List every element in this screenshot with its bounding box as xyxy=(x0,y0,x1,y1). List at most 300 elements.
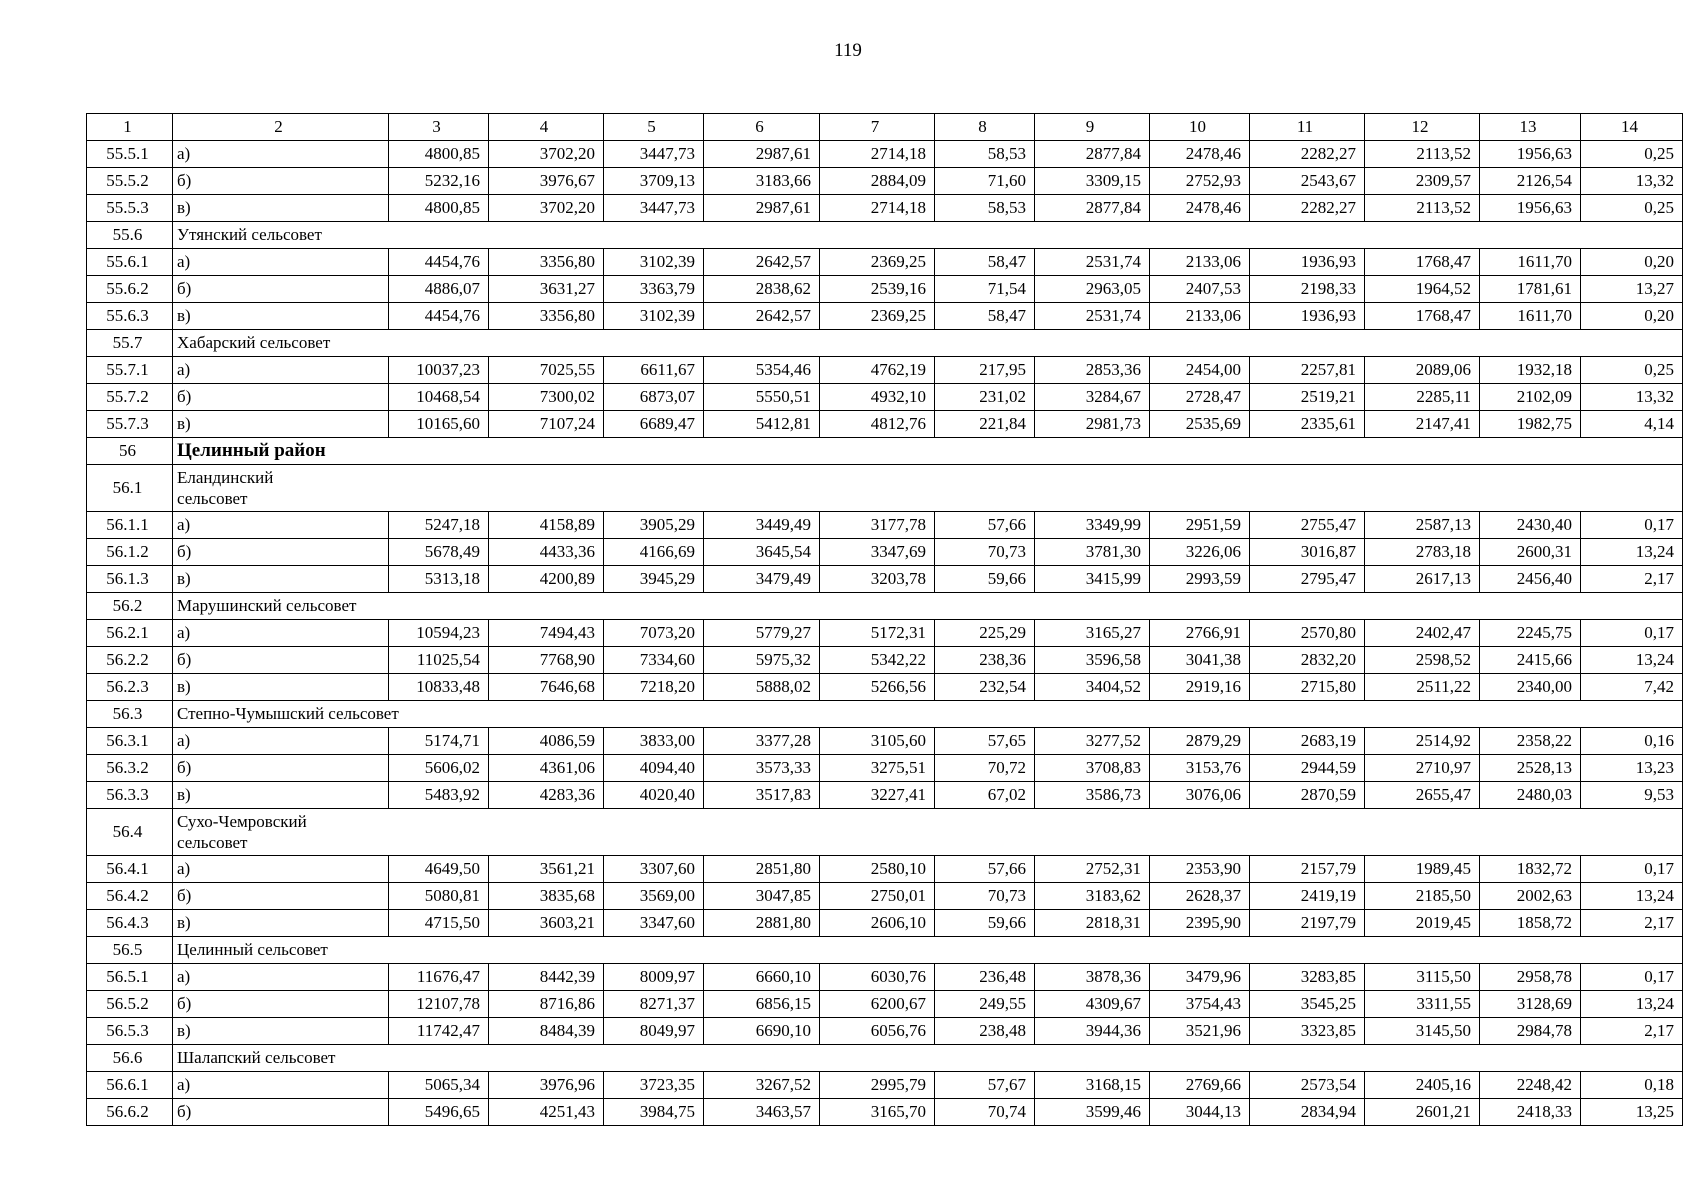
value-cell: 5779,27 xyxy=(704,620,820,647)
value-cell: 3105,60 xyxy=(820,728,935,755)
value-cell: 3976,67 xyxy=(489,168,604,195)
value-cell: 2884,09 xyxy=(820,168,935,195)
value-cell: 3177,78 xyxy=(820,512,935,539)
value-cell: 2881,80 xyxy=(704,910,820,937)
value-cell: 2133,06 xyxy=(1150,303,1250,330)
value-cell: 6611,67 xyxy=(604,357,704,384)
value-cell: 70,74 xyxy=(935,1099,1035,1126)
column-header: 12 xyxy=(1365,114,1480,141)
value-cell: 4200,89 xyxy=(489,566,604,593)
value-cell: 13,23 xyxy=(1581,755,1683,782)
row-code: 56.6.2 xyxy=(87,1099,173,1126)
value-cell: 70,73 xyxy=(935,539,1035,566)
value-cell: 2454,00 xyxy=(1150,357,1250,384)
value-cell: 4800,85 xyxy=(389,141,489,168)
value-cell: 2,17 xyxy=(1581,1018,1683,1045)
value-cell: 7025,55 xyxy=(489,357,604,384)
value-cell: 3603,21 xyxy=(489,910,604,937)
value-cell: 3311,55 xyxy=(1365,991,1480,1018)
value-cell: 1936,93 xyxy=(1250,249,1365,276)
value-cell: 3076,06 xyxy=(1150,782,1250,809)
row-variant-label: а) xyxy=(173,512,389,539)
value-cell: 2531,74 xyxy=(1035,249,1150,276)
value-cell: 2580,10 xyxy=(820,856,935,883)
value-cell: 1858,72 xyxy=(1480,910,1581,937)
value-cell: 3835,68 xyxy=(489,883,604,910)
value-cell: 3561,21 xyxy=(489,856,604,883)
value-cell: 13,32 xyxy=(1581,168,1683,195)
value-cell: 2407,53 xyxy=(1150,276,1250,303)
row-code: 55.5.2 xyxy=(87,168,173,195)
value-cell: 2987,61 xyxy=(704,195,820,222)
row-code: 56.1 xyxy=(87,465,173,512)
table-row xyxy=(87,991,1683,1018)
row-code: 56.2.3 xyxy=(87,674,173,701)
row-variant-label: б) xyxy=(173,883,389,910)
value-cell: 7646,68 xyxy=(489,674,604,701)
value-cell: 2531,74 xyxy=(1035,303,1150,330)
value-cell: 3349,99 xyxy=(1035,512,1150,539)
value-cell: 2019,45 xyxy=(1365,910,1480,937)
value-cell: 3702,20 xyxy=(489,195,604,222)
value-cell: 3226,06 xyxy=(1150,539,1250,566)
row-code: 55.5.3 xyxy=(87,195,173,222)
value-cell: 0,18 xyxy=(1581,1072,1683,1099)
value-cell: 3044,13 xyxy=(1150,1099,1250,1126)
row-variant-label: в) xyxy=(173,910,389,937)
table-row xyxy=(87,141,1683,168)
row-code: 55.5.1 xyxy=(87,141,173,168)
value-cell: 3404,52 xyxy=(1035,674,1150,701)
value-cell: 238,48 xyxy=(935,1018,1035,1045)
value-cell: 3415,99 xyxy=(1035,566,1150,593)
value-cell: 3449,49 xyxy=(704,512,820,539)
value-cell: 6856,15 xyxy=(704,991,820,1018)
value-cell: 3586,73 xyxy=(1035,782,1150,809)
value-cell: 2987,61 xyxy=(704,141,820,168)
value-cell: 3645,54 xyxy=(704,539,820,566)
value-cell: 3347,60 xyxy=(604,910,704,937)
section-row xyxy=(87,809,1683,856)
value-cell: 2714,18 xyxy=(820,141,935,168)
row-variant-label: а) xyxy=(173,620,389,647)
table-row xyxy=(87,566,1683,593)
value-cell: 4020,40 xyxy=(604,782,704,809)
value-cell: 2795,47 xyxy=(1250,566,1365,593)
value-cell: 1611,70 xyxy=(1480,303,1581,330)
value-cell: 71,54 xyxy=(935,276,1035,303)
value-cell: 238,36 xyxy=(935,647,1035,674)
value-cell: 3545,25 xyxy=(1250,991,1365,1018)
value-cell: 11025,54 xyxy=(389,647,489,674)
value-cell: 2655,47 xyxy=(1365,782,1480,809)
value-cell: 2853,36 xyxy=(1035,357,1150,384)
value-cell: 2478,46 xyxy=(1150,195,1250,222)
value-cell: 2851,80 xyxy=(704,856,820,883)
value-cell: 4,14 xyxy=(1581,411,1683,438)
value-cell: 10165,60 xyxy=(389,411,489,438)
row-code: 56 xyxy=(87,438,173,465)
value-cell: 2834,94 xyxy=(1250,1099,1365,1126)
value-cell: 2528,13 xyxy=(1480,755,1581,782)
row-variant-label: а) xyxy=(173,856,389,883)
value-cell: 2369,25 xyxy=(820,303,935,330)
section-name: Еландинский сельсовет xyxy=(173,465,1683,512)
column-header: 3 xyxy=(389,114,489,141)
value-cell: 221,84 xyxy=(935,411,1035,438)
value-cell: 3521,96 xyxy=(1150,1018,1250,1045)
row-code: 56.1.2 xyxy=(87,539,173,566)
value-cell: 225,29 xyxy=(935,620,1035,647)
value-cell: 2133,06 xyxy=(1150,249,1250,276)
value-cell: 2,17 xyxy=(1581,566,1683,593)
value-cell: 2642,57 xyxy=(704,303,820,330)
value-cell: 3283,85 xyxy=(1250,964,1365,991)
value-cell: 4800,85 xyxy=(389,195,489,222)
value-cell: 2395,90 xyxy=(1150,910,1250,937)
value-cell: 1964,52 xyxy=(1365,276,1480,303)
value-cell: 12107,78 xyxy=(389,991,489,1018)
column-header: 8 xyxy=(935,114,1035,141)
row-code: 56.3.2 xyxy=(87,755,173,782)
value-cell: 2113,52 xyxy=(1365,195,1480,222)
value-cell: 3723,35 xyxy=(604,1072,704,1099)
value-cell: 2,17 xyxy=(1581,910,1683,937)
value-cell: 1781,61 xyxy=(1480,276,1581,303)
row-code: 55.7 xyxy=(87,330,173,357)
value-cell: 3168,15 xyxy=(1035,1072,1150,1099)
value-cell: 3517,83 xyxy=(704,782,820,809)
section-row xyxy=(87,465,1683,512)
value-cell: 2617,13 xyxy=(1365,566,1480,593)
value-cell: 57,66 xyxy=(935,856,1035,883)
value-cell: 0,20 xyxy=(1581,249,1683,276)
section-name: Сухо-Чемровский сельсовет xyxy=(173,809,1683,856)
section-name: Марушинский сельсовет xyxy=(173,593,1683,620)
value-cell: 6030,76 xyxy=(820,964,935,991)
value-cell: 3145,50 xyxy=(1365,1018,1480,1045)
value-cell: 3284,67 xyxy=(1035,384,1150,411)
table-row xyxy=(87,856,1683,883)
value-cell: 57,67 xyxy=(935,1072,1035,1099)
value-cell: 4886,07 xyxy=(389,276,489,303)
value-cell: 3447,73 xyxy=(604,141,704,168)
section-row xyxy=(87,222,1683,249)
table-row xyxy=(87,755,1683,782)
table-row xyxy=(87,276,1683,303)
row-variant-label: в) xyxy=(173,411,389,438)
value-cell: 3016,87 xyxy=(1250,539,1365,566)
value-cell: 3203,78 xyxy=(820,566,935,593)
value-cell: 0,25 xyxy=(1581,357,1683,384)
value-cell: 3945,29 xyxy=(604,566,704,593)
value-cell: 8716,86 xyxy=(489,991,604,1018)
column-header: 9 xyxy=(1035,114,1150,141)
value-cell: 2984,78 xyxy=(1480,1018,1581,1045)
value-cell: 2419,19 xyxy=(1250,883,1365,910)
value-cell: 8442,39 xyxy=(489,964,604,991)
value-cell: 6873,07 xyxy=(604,384,704,411)
value-cell: 59,66 xyxy=(935,910,1035,937)
value-cell: 70,73 xyxy=(935,883,1035,910)
value-cell: 2456,40 xyxy=(1480,566,1581,593)
value-cell: 217,95 xyxy=(935,357,1035,384)
value-cell: 4649,50 xyxy=(389,856,489,883)
value-cell: 58,53 xyxy=(935,195,1035,222)
value-cell: 8009,97 xyxy=(604,964,704,991)
value-cell: 3128,69 xyxy=(1480,991,1581,1018)
value-cell: 1956,63 xyxy=(1480,141,1581,168)
value-cell: 10833,48 xyxy=(389,674,489,701)
value-cell: 3479,96 xyxy=(1150,964,1250,991)
value-cell: 2335,61 xyxy=(1250,411,1365,438)
value-cell: 2750,01 xyxy=(820,883,935,910)
section-row xyxy=(87,701,1683,728)
value-cell: 2570,80 xyxy=(1250,620,1365,647)
value-cell: 5247,18 xyxy=(389,512,489,539)
value-cell: 2877,84 xyxy=(1035,141,1150,168)
column-header: 1 xyxy=(87,114,173,141)
value-cell: 3754,43 xyxy=(1150,991,1250,1018)
value-cell: 2755,47 xyxy=(1250,512,1365,539)
row-code: 55.7.2 xyxy=(87,384,173,411)
table-row xyxy=(87,883,1683,910)
value-cell: 2257,81 xyxy=(1250,357,1365,384)
value-cell: 7073,20 xyxy=(604,620,704,647)
value-cell: 4932,10 xyxy=(820,384,935,411)
value-cell: 13,24 xyxy=(1581,539,1683,566)
value-cell: 57,66 xyxy=(935,512,1035,539)
table-row xyxy=(87,728,1683,755)
value-cell: 3569,00 xyxy=(604,883,704,910)
value-cell: 2430,40 xyxy=(1480,512,1581,539)
value-cell: 4762,19 xyxy=(820,357,935,384)
value-cell: 2102,09 xyxy=(1480,384,1581,411)
row-code: 56.2 xyxy=(87,593,173,620)
value-cell: 2598,52 xyxy=(1365,647,1480,674)
row-code: 55.6 xyxy=(87,222,173,249)
value-cell: 3984,75 xyxy=(604,1099,704,1126)
value-cell: 2478,46 xyxy=(1150,141,1250,168)
district-row xyxy=(87,438,1683,465)
value-cell: 4433,36 xyxy=(489,539,604,566)
value-cell: 2963,05 xyxy=(1035,276,1150,303)
value-cell: 3356,80 xyxy=(489,303,604,330)
value-cell: 3323,85 xyxy=(1250,1018,1365,1045)
value-cell: 2418,33 xyxy=(1480,1099,1581,1126)
table-row xyxy=(87,411,1683,438)
value-cell: 8049,97 xyxy=(604,1018,704,1045)
value-cell: 10468,54 xyxy=(389,384,489,411)
value-cell: 3944,36 xyxy=(1035,1018,1150,1045)
section-name: Целинный сельсовет xyxy=(173,937,1683,964)
value-cell: 5266,56 xyxy=(820,674,935,701)
table-row xyxy=(87,512,1683,539)
value-cell: 0,17 xyxy=(1581,856,1683,883)
value-cell: 2714,18 xyxy=(820,195,935,222)
value-cell: 3309,15 xyxy=(1035,168,1150,195)
value-cell: 4454,76 xyxy=(389,303,489,330)
value-cell: 2198,33 xyxy=(1250,276,1365,303)
value-cell: 3047,85 xyxy=(704,883,820,910)
row-variant-label: б) xyxy=(173,168,389,195)
value-cell: 3479,49 xyxy=(704,566,820,593)
row-variant-label: б) xyxy=(173,1099,389,1126)
value-cell: 2539,16 xyxy=(820,276,935,303)
value-cell: 71,60 xyxy=(935,168,1035,195)
row-code: 56.1.3 xyxy=(87,566,173,593)
value-cell: 7218,20 xyxy=(604,674,704,701)
table-body xyxy=(87,141,1683,1126)
column-header: 7 xyxy=(820,114,935,141)
value-cell: 7768,90 xyxy=(489,647,604,674)
value-cell: 7300,02 xyxy=(489,384,604,411)
value-cell: 2285,11 xyxy=(1365,384,1480,411)
value-cell: 13,25 xyxy=(1581,1099,1683,1126)
value-cell: 2113,52 xyxy=(1365,141,1480,168)
value-cell: 7107,24 xyxy=(489,411,604,438)
table-row xyxy=(87,1072,1683,1099)
section-row xyxy=(87,593,1683,620)
value-cell: 3041,38 xyxy=(1150,647,1250,674)
value-cell: 2981,73 xyxy=(1035,411,1150,438)
row-variant-label: в) xyxy=(173,674,389,701)
value-cell: 2282,27 xyxy=(1250,195,1365,222)
value-cell: 2769,66 xyxy=(1150,1072,1250,1099)
value-cell: 3115,50 xyxy=(1365,964,1480,991)
row-variant-label: б) xyxy=(173,384,389,411)
value-cell: 4251,43 xyxy=(489,1099,604,1126)
value-cell: 2358,22 xyxy=(1480,728,1581,755)
row-code: 55.7.3 xyxy=(87,411,173,438)
row-variant-label: в) xyxy=(173,566,389,593)
value-cell: 231,02 xyxy=(935,384,1035,411)
value-cell: 59,66 xyxy=(935,566,1035,593)
value-cell: 3102,39 xyxy=(604,303,704,330)
value-cell: 3573,33 xyxy=(704,755,820,782)
value-cell: 2197,79 xyxy=(1250,910,1365,937)
section-name: Утянский сельсовет xyxy=(173,222,1683,249)
row-code: 56.3.1 xyxy=(87,728,173,755)
column-header: 5 xyxy=(604,114,704,141)
value-cell: 5080,81 xyxy=(389,883,489,910)
value-cell: 5232,16 xyxy=(389,168,489,195)
value-cell: 58,47 xyxy=(935,303,1035,330)
value-cell: 13,32 xyxy=(1581,384,1683,411)
value-cell: 3165,70 xyxy=(820,1099,935,1126)
row-code: 56.5.3 xyxy=(87,1018,173,1045)
value-cell: 4086,59 xyxy=(489,728,604,755)
column-header: 2 xyxy=(173,114,389,141)
value-cell: 8484,39 xyxy=(489,1018,604,1045)
value-cell: 3905,29 xyxy=(604,512,704,539)
table-row xyxy=(87,168,1683,195)
section-name: Шалапский сельсовет xyxy=(173,1045,1683,1072)
value-cell: 1932,18 xyxy=(1480,357,1581,384)
value-cell: 8271,37 xyxy=(604,991,704,1018)
row-variant-label: а) xyxy=(173,357,389,384)
value-cell: 2944,59 xyxy=(1250,755,1365,782)
value-cell: 2309,57 xyxy=(1365,168,1480,195)
value-cell: 4454,76 xyxy=(389,249,489,276)
value-cell: 2870,59 xyxy=(1250,782,1365,809)
table-row xyxy=(87,674,1683,701)
value-cell: 4158,89 xyxy=(489,512,604,539)
value-cell: 7,42 xyxy=(1581,674,1683,701)
row-variant-label: в) xyxy=(173,1018,389,1045)
value-cell: 2877,84 xyxy=(1035,195,1150,222)
value-cell: 2089,06 xyxy=(1365,357,1480,384)
row-code: 56.2.2 xyxy=(87,647,173,674)
value-cell: 2405,16 xyxy=(1365,1072,1480,1099)
value-cell: 0,25 xyxy=(1581,141,1683,168)
value-cell: 0,17 xyxy=(1581,512,1683,539)
value-cell: 3833,00 xyxy=(604,728,704,755)
value-cell: 58,47 xyxy=(935,249,1035,276)
value-cell: 2832,20 xyxy=(1250,647,1365,674)
value-cell: 6690,10 xyxy=(704,1018,820,1045)
column-header: 4 xyxy=(489,114,604,141)
value-cell: 10037,23 xyxy=(389,357,489,384)
value-cell: 3702,20 xyxy=(489,141,604,168)
row-code: 56.6 xyxy=(87,1045,173,1072)
value-cell: 2642,57 xyxy=(704,249,820,276)
value-cell: 2511,22 xyxy=(1365,674,1480,701)
row-code: 56.2.1 xyxy=(87,620,173,647)
value-cell: 3878,36 xyxy=(1035,964,1150,991)
value-cell: 3447,73 xyxy=(604,195,704,222)
row-variant-label: в) xyxy=(173,782,389,809)
table-row xyxy=(87,539,1683,566)
value-cell: 2728,47 xyxy=(1150,384,1250,411)
value-cell: 4283,36 xyxy=(489,782,604,809)
value-cell: 3307,60 xyxy=(604,856,704,883)
value-cell: 2752,31 xyxy=(1035,856,1150,883)
row-code: 55.6.3 xyxy=(87,303,173,330)
value-cell: 5606,02 xyxy=(389,755,489,782)
value-cell: 0,25 xyxy=(1581,195,1683,222)
value-cell: 67,02 xyxy=(935,782,1035,809)
row-code: 56.6.1 xyxy=(87,1072,173,1099)
table-row xyxy=(87,249,1683,276)
row-variant-label: в) xyxy=(173,195,389,222)
value-cell: 13,24 xyxy=(1581,647,1683,674)
value-cell: 3153,76 xyxy=(1150,755,1250,782)
value-cell: 2402,47 xyxy=(1365,620,1480,647)
value-cell: 1982,75 xyxy=(1480,411,1581,438)
value-cell: 2958,78 xyxy=(1480,964,1581,991)
value-cell: 2340,00 xyxy=(1480,674,1581,701)
value-cell: 2715,80 xyxy=(1250,674,1365,701)
value-cell: 13,27 xyxy=(1581,276,1683,303)
row-code: 55.6.1 xyxy=(87,249,173,276)
value-cell: 5678,49 xyxy=(389,539,489,566)
value-cell: 5065,34 xyxy=(389,1072,489,1099)
table-row xyxy=(87,620,1683,647)
value-cell: 2369,25 xyxy=(820,249,935,276)
value-cell: 3275,51 xyxy=(820,755,935,782)
value-cell: 4812,76 xyxy=(820,411,935,438)
column-header: 13 xyxy=(1480,114,1581,141)
page-number: 119 xyxy=(834,40,862,61)
value-cell: 10594,23 xyxy=(389,620,489,647)
value-cell: 2879,29 xyxy=(1150,728,1250,755)
value-cell: 5412,81 xyxy=(704,411,820,438)
row-code: 56.4.3 xyxy=(87,910,173,937)
value-cell: 13,24 xyxy=(1581,883,1683,910)
value-cell: 3356,80 xyxy=(489,249,604,276)
value-cell: 5342,22 xyxy=(820,647,935,674)
